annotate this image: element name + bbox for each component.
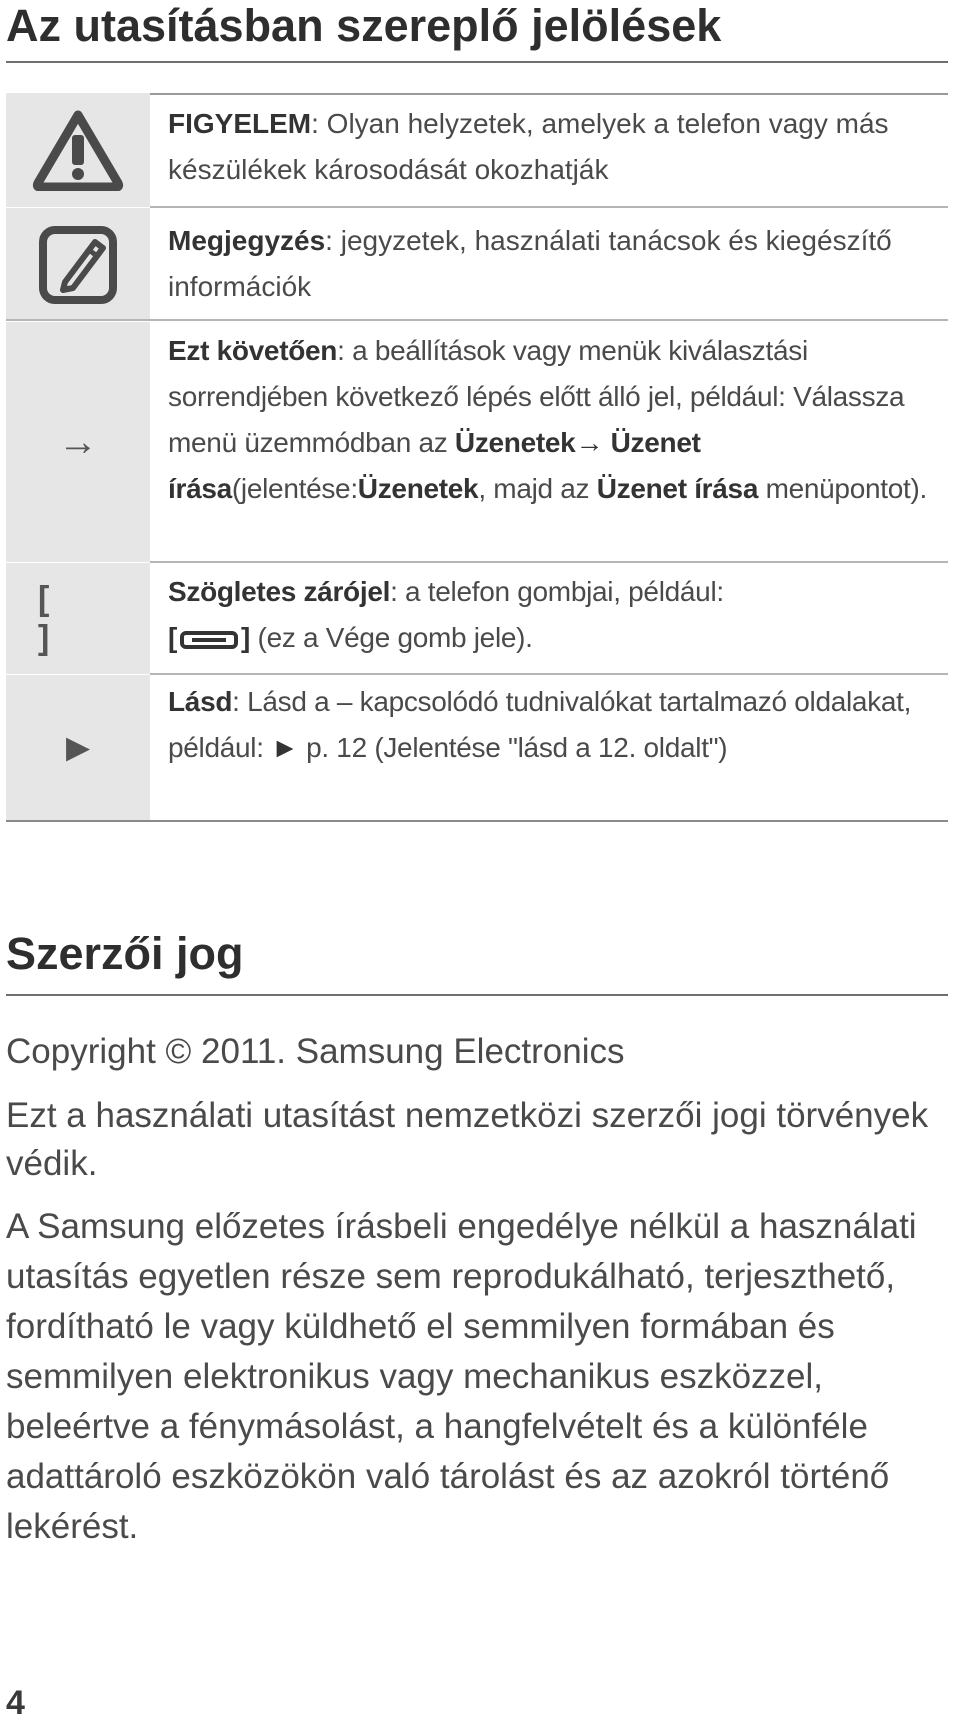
see-label: Lásd: [168, 686, 233, 717]
play-triangle-icon: ►: [58, 725, 98, 770]
notation-row-warning: [6, 93, 948, 207]
section-title: Szerzői jog: [6, 928, 244, 979]
warning-description: [168, 101, 938, 193]
notation-row-see: [6, 675, 948, 821]
sequence-bold-1: Üzenetek→ Üzenet írása: [168, 427, 701, 504]
warning-text: : Olyan helyzetek, amelyek a telefon vagy más készülékek károsodását okozhatják: [168, 108, 889, 185]
sequence-text-1: : a beállítások vagy menük kiválasztási sorrendjében következő lépés előtt álló jel, például: Válassza menü üzemmódban az: [168, 335, 905, 458]
brackets-icon: [ ]: [38, 579, 82, 657]
note-description: [168, 218, 938, 310]
see-text-1: : Lásd a – kapcsolódó tudnivalókat tartalmazó oldalakat, például:: [168, 686, 912, 763]
triangle-cell: [6, 675, 150, 821]
sequence-bold-3: Üzenet írása: [596, 473, 759, 504]
paragraph-2: A Samsung előzetes írásbeli engedélye nélkül a használati utasítás egyetlen része sem reprodukálható, terjeszthető, fordítható le vagy küldhető el semmilyen formában és semmilyen elektronikus vagy mechanikus eszközzel, beleértve a fénymásolást, a hangfelvételt és a különféle adattároló eszközökön való tárolást és az azokról történő lekérést.: [6, 1207, 917, 1546]
row-divider: [6, 319, 948, 321]
end-key-icon: [180, 631, 238, 649]
close-bracket: ]: [241, 622, 251, 653]
see-triangle: ►: [271, 732, 299, 763]
notation-row-brackets: [6, 563, 948, 674]
warning-label: FIGYELEM: [168, 108, 312, 139]
arrow-right-icon: →: [58, 419, 98, 464]
brackets-text-1: : a telefon gombjai, például:: [390, 576, 724, 607]
page-number: 4: [6, 1684, 25, 1722]
brackets-label: Szögletes zárójel: [168, 576, 391, 607]
table-bottom-rule: [6, 820, 948, 822]
sequence-text-4: menüpontot).: [758, 473, 927, 504]
arrow-cell: [6, 322, 150, 562]
sequence-description: [168, 328, 938, 512]
sequence-label: Ezt követően: [168, 335, 338, 366]
note-pencil-icon: [37, 224, 119, 306]
section-rule: [6, 994, 948, 996]
brackets-text-2: (ez a Vége gomb jele).: [250, 622, 533, 653]
open-bracket: [: [168, 622, 178, 653]
sequence-text-2: (jelentése:: [231, 473, 358, 504]
sequence-text-3: , majd az: [478, 473, 597, 504]
warning-cell: [6, 93, 150, 207]
see-description: [168, 679, 938, 771]
note-text: : jegyzetek, használati tanácsok és kiegészítő információk: [168, 225, 892, 302]
sequence-bold-2: Üzenetek: [357, 473, 479, 504]
warning-triangle-icon: [32, 109, 124, 191]
note-label: Megjegyzés: [168, 225, 326, 256]
notation-row-sequence: [6, 322, 948, 562]
see-text-2: p. 12 (Jelentése "lásd a 12. oldalt"): [298, 732, 728, 763]
brackets-description: [168, 569, 938, 661]
notation-row-note: [6, 208, 948, 321]
page-title: Az utasításban szereplő jelölések: [6, 0, 722, 51]
paragraph-1: Ezt a használati utasítást nemzetközi szerzői jogi törvények védik.: [6, 1096, 929, 1183]
brackets-cell: [6, 563, 150, 674]
title-rule: [6, 61, 948, 63]
note-cell: [6, 208, 150, 321]
copyright-line: Copyright © 2011. Samsung Electronics: [6, 1032, 625, 1071]
